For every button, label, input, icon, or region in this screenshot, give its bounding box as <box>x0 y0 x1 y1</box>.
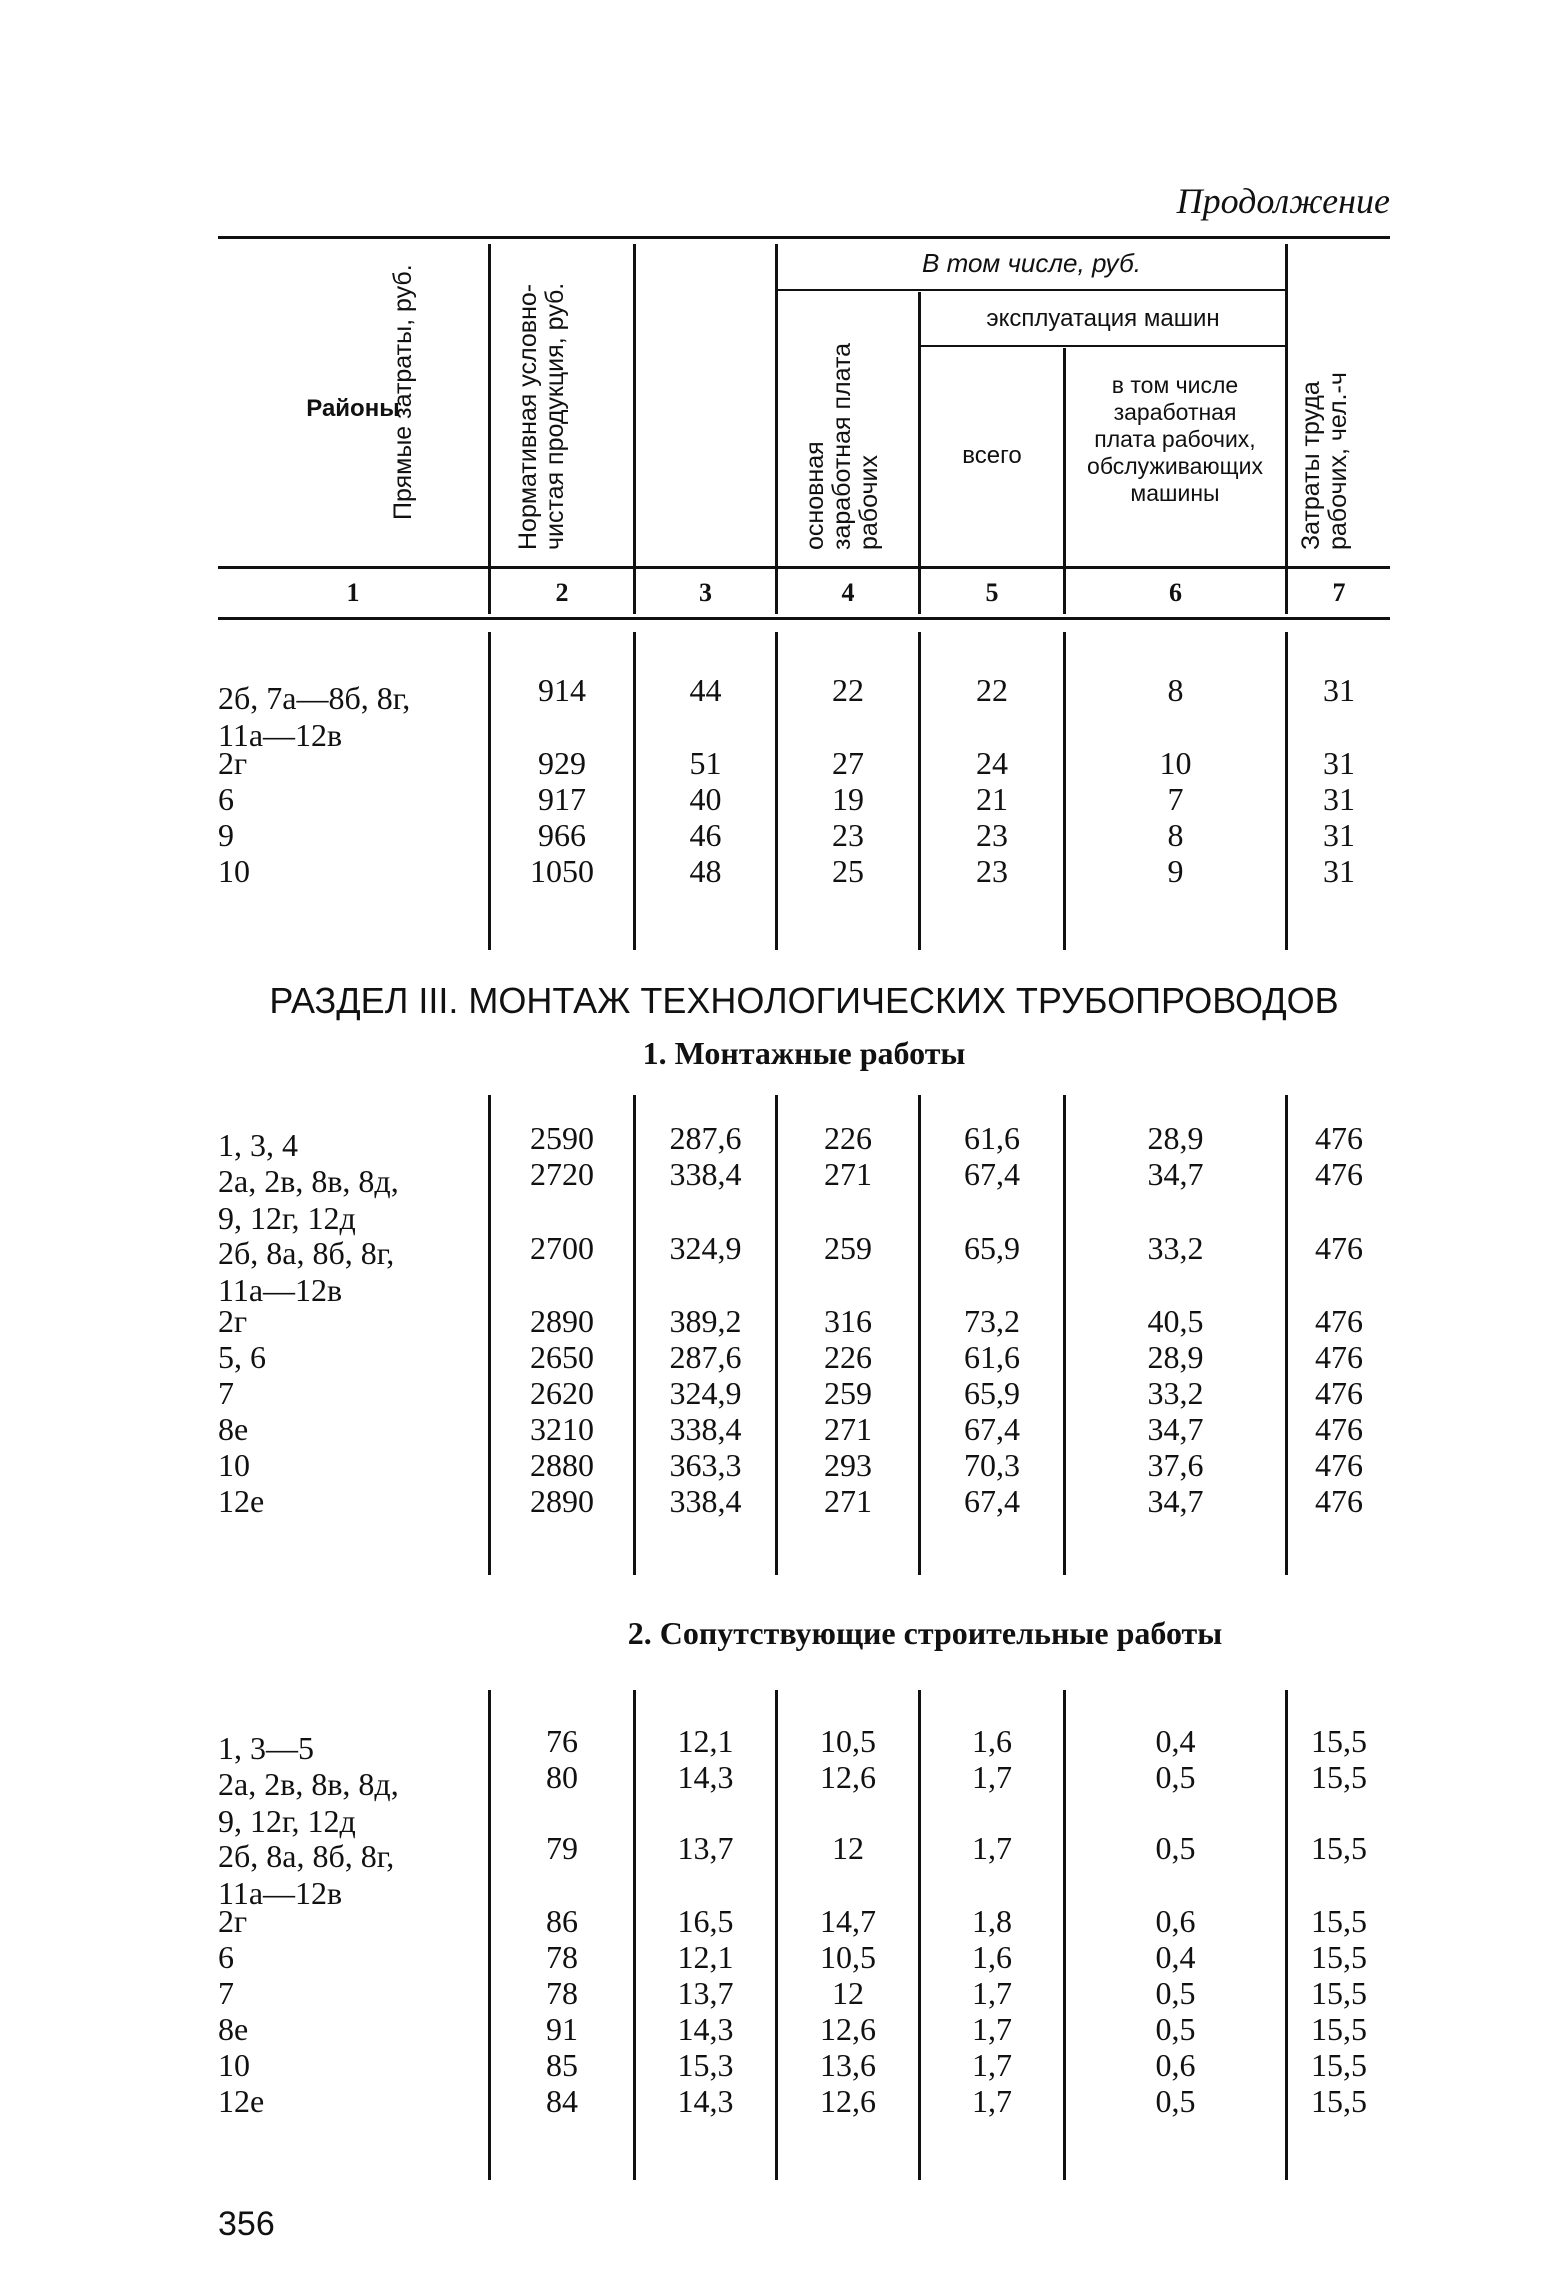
table1-cell: 40 <box>689 781 722 817</box>
table3-row-name: 10 <box>218 2047 250 2083</box>
table2-cell: 73,2 <box>964 1303 1020 1339</box>
table1-cell: 1050 <box>530 853 594 889</box>
table2-cell: 61,6 <box>964 1120 1020 1156</box>
table3-cell: 85 <box>546 2047 578 2083</box>
header-in-that: В том числе, руб. <box>922 248 1141 278</box>
table2-cell: 2720 <box>530 1156 594 1192</box>
header-bottom-rule <box>218 566 1390 569</box>
table2-cell: 67,4 <box>964 1411 1020 1447</box>
table1-cell: 9 <box>1167 853 1184 889</box>
table1-cell: 31 <box>1323 817 1355 853</box>
table2-cell: 287,6 <box>669 1120 742 1156</box>
col-number: 2 <box>555 578 569 607</box>
table2-cell: 389,2 <box>669 1303 742 1339</box>
table2-cell: 271 <box>824 1411 872 1447</box>
table2-cell: 2890 <box>530 1303 594 1339</box>
table3-cell: 1,7 <box>972 2047 1012 2083</box>
table2-cell: 338,4 <box>669 1411 742 1447</box>
table2-cell: 40,5 <box>1147 1303 1204 1339</box>
table2-cell: 226 <box>824 1120 872 1156</box>
table2-row-name: 10 <box>218 1447 250 1483</box>
table3-cell: 15,5 <box>1311 1759 1367 1795</box>
table3-cell: 86 <box>546 1903 578 1939</box>
table3-cell: 0,4 <box>1155 1723 1196 1759</box>
table2-cell: 324,9 <box>669 1230 742 1266</box>
table1-cell: 7 <box>1167 781 1184 817</box>
col-number: 5 <box>985 578 999 607</box>
table2-cell: 2700 <box>530 1230 594 1266</box>
table2-cell: 293 <box>824 1447 872 1483</box>
col-number: 7 <box>1332 578 1346 607</box>
table2-row-name: 2г <box>218 1303 248 1339</box>
table3-cell: 91 <box>546 2011 578 2047</box>
table3-cell: 1,6 <box>972 1939 1012 1975</box>
table2-cell: 271 <box>824 1483 872 1519</box>
table2-row-name: 5, 6 <box>218 1339 266 1375</box>
table2-cell: 2890 <box>530 1483 594 1519</box>
table1-row-name: 6 <box>218 781 234 817</box>
table1-cell: 914 <box>538 672 586 708</box>
header-divider <box>633 244 636 614</box>
table2-cell: 28,9 <box>1147 1339 1204 1375</box>
header-labor: Затраты труда рабочих, чел.-ч <box>1297 372 1352 550</box>
header-net-product: Нормативная условно-чистая продукция, руб. <box>514 282 569 550</box>
table3-cell: 12 <box>832 1975 864 2011</box>
table2-cell: 65,9 <box>964 1375 1020 1411</box>
col-number: 4 <box>841 578 855 607</box>
table2-cell: 271 <box>824 1156 872 1192</box>
header-subrule <box>921 345 1285 347</box>
table3-cell: 12,6 <box>820 2011 876 2047</box>
table3-cell: 1,7 <box>972 1759 1012 1795</box>
table1-cell: 23 <box>976 853 1008 889</box>
table3-cell: 1,8 <box>972 1903 1012 1939</box>
table1-cell: 31 <box>1323 672 1355 708</box>
table1-cell: 22 <box>976 672 1008 708</box>
table3-cell: 0,4 <box>1155 1939 1196 1975</box>
table3-row-name: 6 <box>218 1939 234 1975</box>
table2-cell: 259 <box>824 1230 872 1266</box>
table1-cell: 8 <box>1167 817 1184 853</box>
table3-cell: 84 <box>546 2083 578 2119</box>
table2-row-name: 2б, 8а, 8б, 8г, 11а—12в <box>218 1235 395 1308</box>
table2-cell: 70,3 <box>964 1447 1020 1483</box>
table3-cell: 12,6 <box>820 2083 876 2119</box>
header-districts: Районы <box>306 395 400 422</box>
table2-cell: 34,7 <box>1147 1156 1204 1192</box>
table3-cell: 1,7 <box>972 2011 1012 2047</box>
table3-cell: 1,7 <box>972 1830 1012 1866</box>
table2-cell: 67,4 <box>964 1156 1020 1192</box>
table3-cell: 12,6 <box>820 1759 876 1795</box>
table2-cell: 476 <box>1315 1447 1363 1483</box>
col-number: 3 <box>699 578 712 607</box>
table1-cell: 51 <box>689 745 722 781</box>
table3-row-name: 2б, 8а, 8б, 8г, 11а—12в <box>218 1838 395 1911</box>
table3-cell: 13,6 <box>820 2047 876 2083</box>
table3-cell: 78 <box>546 1939 578 1975</box>
table2-cell: 33,2 <box>1147 1230 1204 1266</box>
table2-cell: 2880 <box>530 1447 594 1483</box>
table2-cell: 65,9 <box>964 1230 1020 1266</box>
table2-cell: 476 <box>1315 1230 1363 1266</box>
col-number: 6 <box>1169 578 1182 607</box>
table3-cell: 0,5 <box>1155 1830 1196 1866</box>
table2-cell: 226 <box>824 1339 872 1375</box>
table3-cell: 15,5 <box>1311 1830 1367 1866</box>
table3-cell: 13,7 <box>677 1975 734 2011</box>
table3-cell: 0,5 <box>1155 2083 1196 2119</box>
table1-cell: 25 <box>832 853 864 889</box>
table3-row-name: 8е <box>218 2011 249 2047</box>
table2-cell: 324,9 <box>669 1375 742 1411</box>
table2-cell: 476 <box>1315 1120 1363 1156</box>
table3-cell: 15,3 <box>677 2047 734 2083</box>
table2-row-name: 2а, 2в, 8в, 8д, 9, 12г, 12д <box>218 1163 399 1236</box>
table2-cell: 476 <box>1315 1483 1363 1519</box>
header-divider <box>775 244 778 614</box>
table2-cell: 476 <box>1315 1411 1363 1447</box>
table1-row-name: 2г <box>218 745 248 781</box>
table3-cell: 12 <box>832 1830 864 1866</box>
table2-cell: 67,4 <box>964 1483 1020 1519</box>
table3-cell: 0,5 <box>1155 1975 1196 2011</box>
table2-cell: 34,7 <box>1147 1483 1204 1519</box>
table2-cell: 28,9 <box>1147 1120 1204 1156</box>
table3-cell: 76 <box>546 1723 578 1759</box>
table3-cell: 14,3 <box>677 2083 734 2119</box>
table2-cell: 33,2 <box>1147 1375 1204 1411</box>
table3-cell: 79 <box>546 1830 578 1866</box>
header-divider <box>1063 348 1066 614</box>
table2-cell: 476 <box>1315 1156 1363 1192</box>
table1-cell: 966 <box>538 817 586 853</box>
header-divider <box>1285 244 1288 614</box>
table3-row-name: 2г <box>218 1903 248 1939</box>
table1-cell: 24 <box>976 745 1008 781</box>
table3-cell: 15,5 <box>1311 1975 1367 2011</box>
table3-cell: 12,1 <box>677 1939 734 1975</box>
table1-cell: 8 <box>1167 672 1184 708</box>
table1-cell: 46 <box>689 817 722 853</box>
page-number: 356 <box>218 2205 275 2243</box>
table2-row-name: 1, 3, 4 <box>218 1127 298 1163</box>
table3-cell: 1,7 <box>972 2083 1012 2119</box>
header-base-wage: основная заработная плата рабочих <box>801 342 883 550</box>
header-subrule <box>778 289 1285 291</box>
table2-cell: 338,4 <box>669 1483 742 1519</box>
table3-cell: 12,1 <box>677 1723 734 1759</box>
col-number: 1 <box>346 578 360 607</box>
table2-cell: 338,4 <box>669 1156 742 1192</box>
table2-row-name: 12е <box>218 1483 265 1519</box>
table2-row-name: 8е <box>218 1411 249 1447</box>
table3-row-name: 1, 3—5 <box>218 1730 314 1766</box>
table3-cell: 14,7 <box>820 1903 876 1939</box>
table1-cell: 19 <box>832 781 864 817</box>
table-top-rule <box>218 236 1390 239</box>
continuation-label: Продолжение <box>1176 181 1390 221</box>
table3-cell: 15,5 <box>1311 2083 1367 2119</box>
table1-cell: 22 <box>832 672 864 708</box>
table1-row-name: 2б, 7а—8б, 8г, 11а—12в <box>218 680 411 753</box>
table2-cell: 259 <box>824 1375 872 1411</box>
table2-cell: 2590 <box>530 1120 594 1156</box>
table3-cell: 0,6 <box>1155 1903 1196 1939</box>
header-divider <box>488 244 491 614</box>
header-machines: эксплуатация машин <box>986 305 1220 332</box>
table3-cell: 10,5 <box>820 1723 876 1759</box>
table3-cell: 10,5 <box>820 1939 876 1975</box>
table1-cell: 31 <box>1323 853 1355 889</box>
table3-row-name: 2а, 2в, 8в, 8д, 9, 12г, 12д <box>218 1766 399 1839</box>
subsection-title-1: 1. Монтажные работы <box>642 1035 966 1071</box>
table1-cell: 44 <box>689 672 722 708</box>
table2-cell: 476 <box>1315 1339 1363 1375</box>
table3-cell: 15,5 <box>1311 2011 1367 2047</box>
table1-cell: 31 <box>1323 781 1355 817</box>
subsection-title-2: 2. Сопутствующие строительные работы <box>627 1615 1223 1651</box>
table3-cell: 15,5 <box>1311 1903 1367 1939</box>
table2-cell: 3210 <box>530 1411 594 1447</box>
table3-row-name: 12е <box>218 2083 265 2119</box>
table2-cell: 476 <box>1315 1375 1363 1411</box>
table1-row-name: 10 <box>218 853 250 889</box>
col-numbers-rule <box>218 617 1390 620</box>
table3-cell: 15,5 <box>1311 2047 1367 2083</box>
table1-cell: 23 <box>976 817 1008 853</box>
table3-cell: 0,5 <box>1155 1759 1196 1795</box>
table1-cell: 27 <box>832 745 864 781</box>
table3-cell: 14,3 <box>677 2011 734 2047</box>
table3-cell: 0,6 <box>1155 2047 1196 2083</box>
table2-cell: 37,6 <box>1147 1447 1204 1483</box>
table2-cell: 316 <box>824 1303 872 1339</box>
table1-cell: 23 <box>832 817 864 853</box>
table3-row-name: 7 <box>218 1975 234 2011</box>
header-direct-costs: Прямые затраты, руб. <box>389 264 417 520</box>
table1-cell: 917 <box>538 781 586 817</box>
table3-cell: 15,5 <box>1311 1939 1367 1975</box>
table1-cell: 21 <box>976 781 1008 817</box>
table1-cell: 929 <box>538 745 586 781</box>
table3-cell: 1,6 <box>972 1723 1012 1759</box>
table3-cell: 1,7 <box>972 1975 1012 2011</box>
section-title: РАЗДЕЛ III. МОНТАЖ ТЕХНОЛОГИЧЕСКИХ ТРУБОПРОВОДОВ <box>269 980 1339 1021</box>
table2-cell: 61,6 <box>964 1339 1020 1375</box>
table2-cell: 287,6 <box>669 1339 742 1375</box>
table1-cell: 10 <box>1159 745 1192 781</box>
table2-cell: 34,7 <box>1147 1411 1204 1447</box>
table1-cell: 31 <box>1323 745 1355 781</box>
table1-row-name: 9 <box>218 817 234 853</box>
table3-cell: 13,7 <box>677 1830 734 1866</box>
table2-cell: 2650 <box>530 1339 594 1375</box>
table3-cell: 15,5 <box>1311 1723 1367 1759</box>
table3-cell: 16,5 <box>677 1903 734 1939</box>
table3-cell: 14,3 <box>677 1759 734 1795</box>
header-total: всего <box>962 442 1022 469</box>
table3-cell: 0,5 <box>1155 2011 1196 2047</box>
table3-cell: 78 <box>546 1975 578 2011</box>
table2-cell: 476 <box>1315 1303 1363 1339</box>
table2-cell: 363,3 <box>669 1447 742 1483</box>
table2-row-name: 7 <box>218 1375 234 1411</box>
table1-cell: 48 <box>689 853 722 889</box>
table3-cell: 80 <box>546 1759 578 1795</box>
table2-cell: 2620 <box>530 1375 594 1411</box>
header-machine-wage: в том числе заработная плата рабочих, обслуживающих машины <box>1087 372 1263 506</box>
